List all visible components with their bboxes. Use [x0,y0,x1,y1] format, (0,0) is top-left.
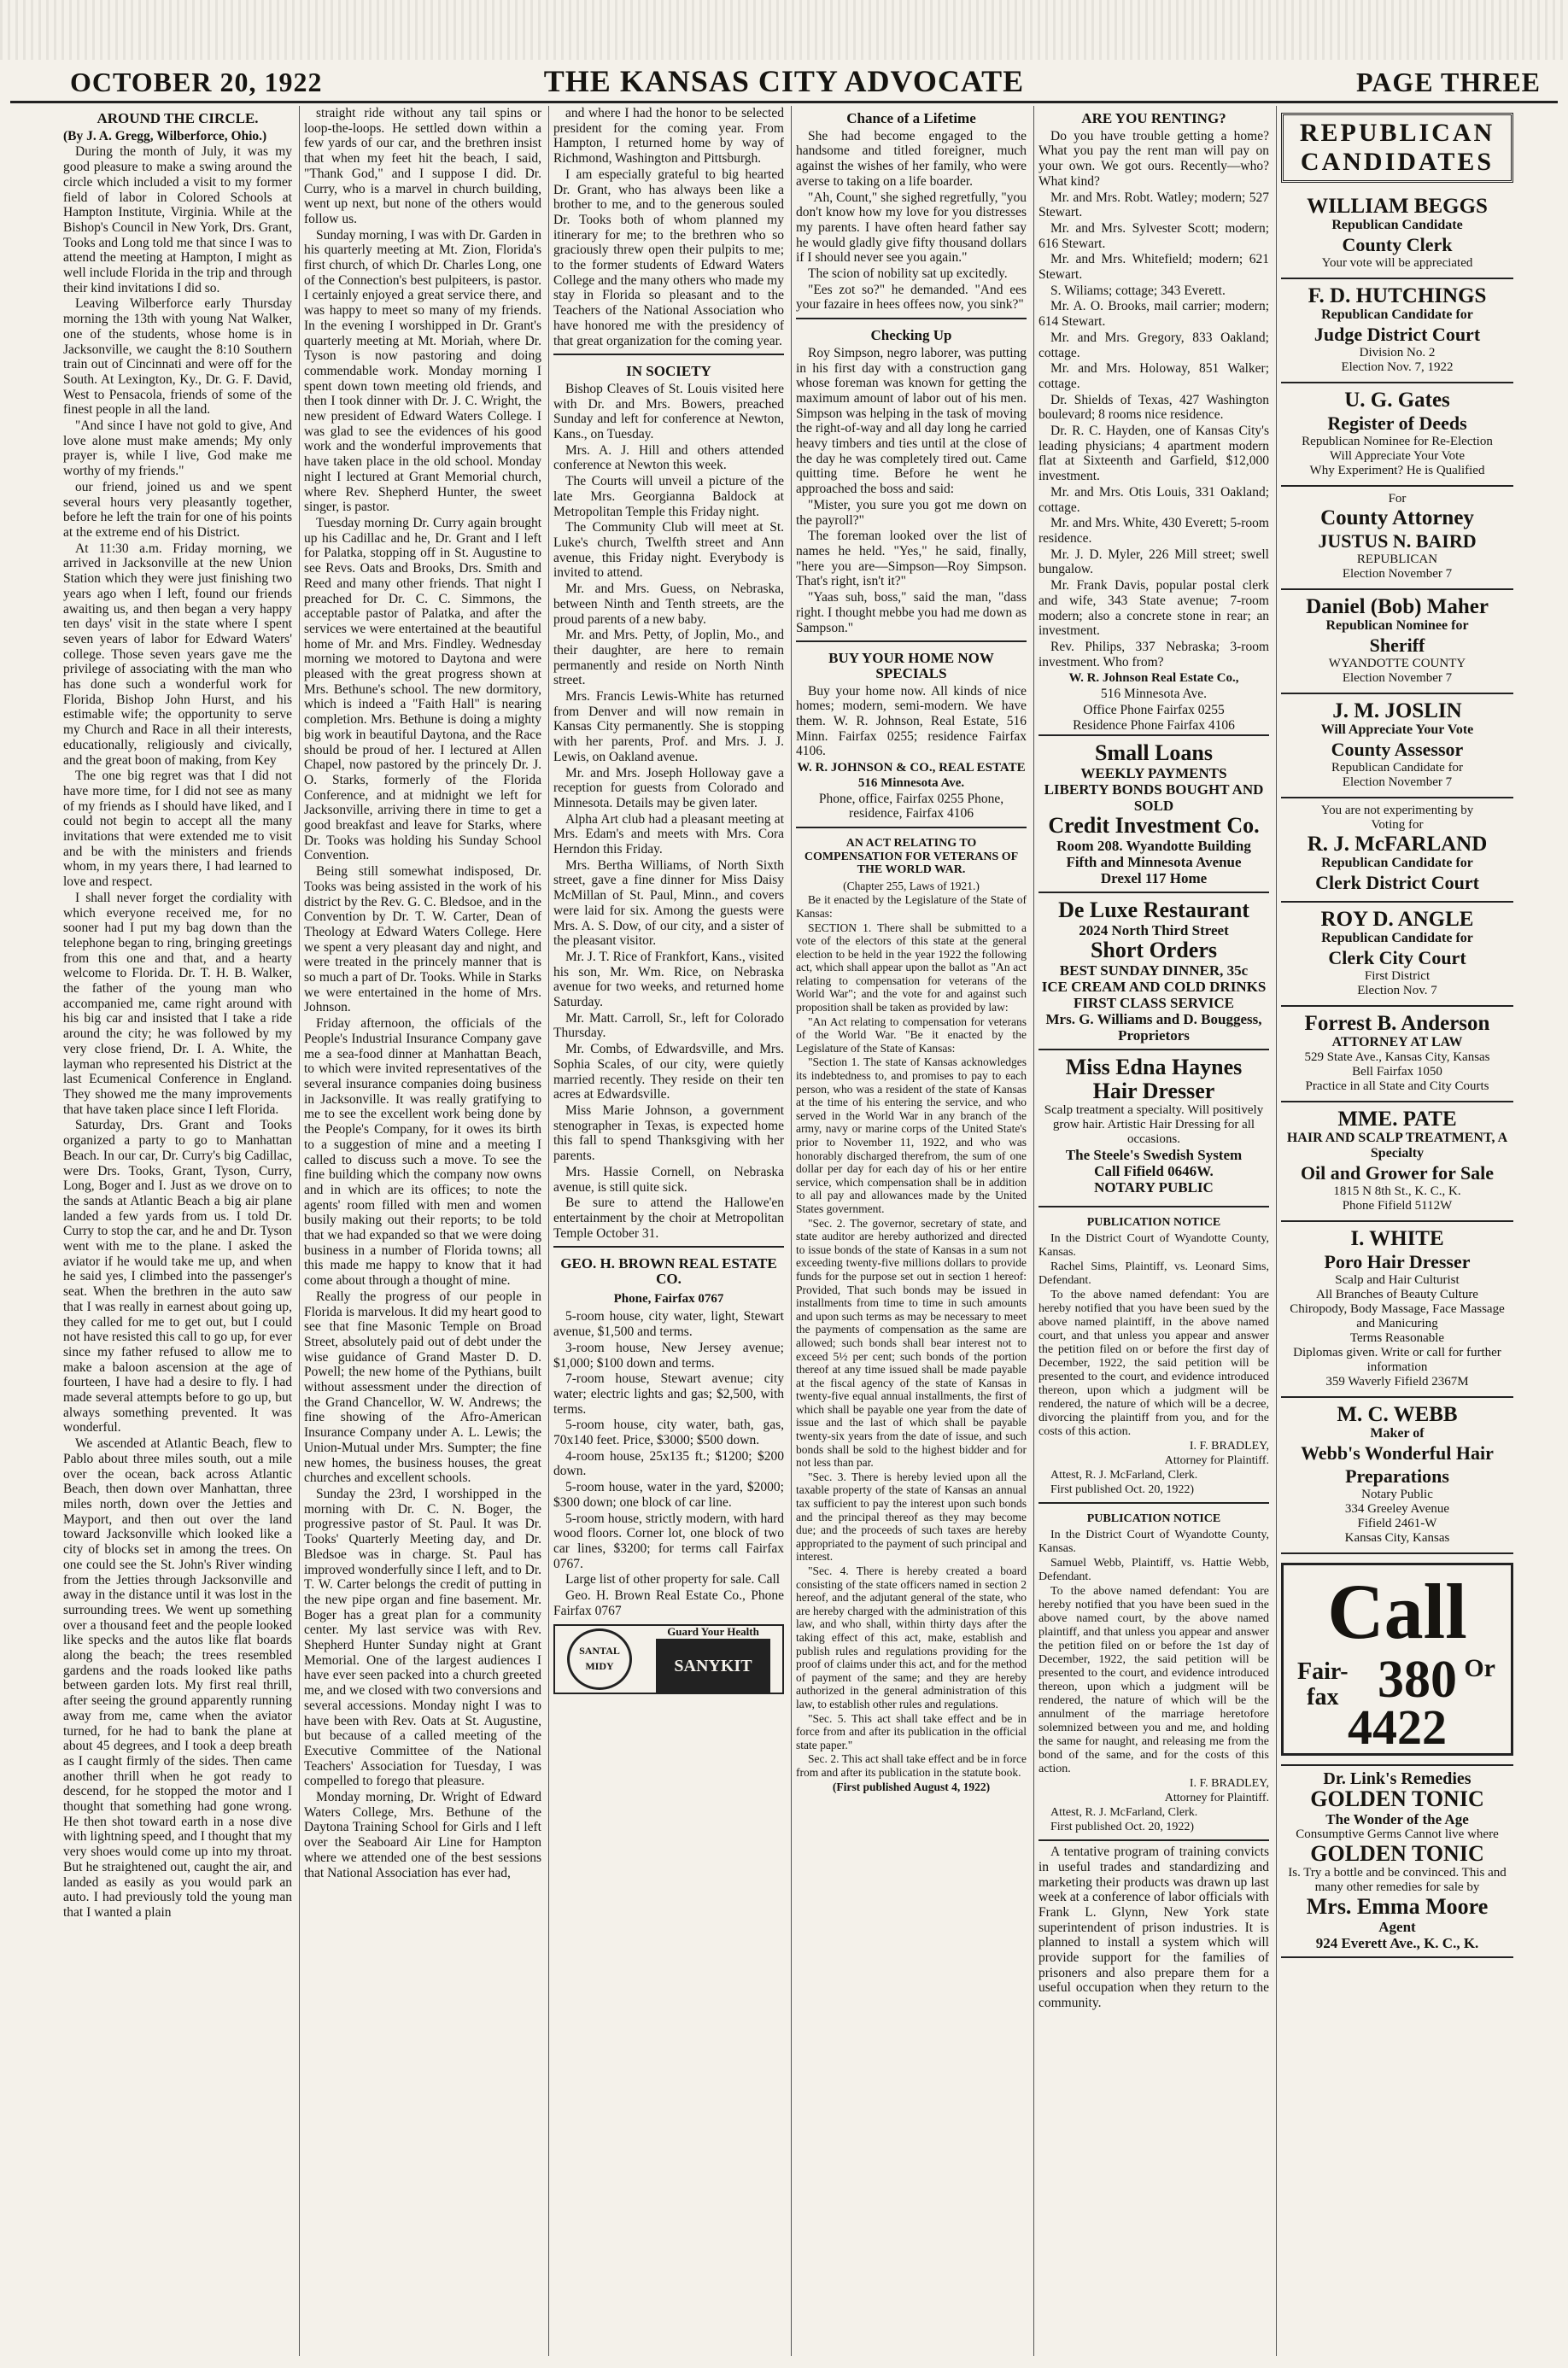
listing: 7-room house, Stewart avenue; city water; electric lights and gas; $2,500, with terms. [553,1371,784,1417]
brown-listings [553,1309,784,1618]
renter-entry: Mr. A. O. Brooks, mail carrier; modern; 614 Stewart. [1039,299,1269,330]
society-item: Mrs. A. J. Hill and others attended conference at Newton this week. [553,442,784,473]
society-item: Mr. and Mrs. Petty, of Joplin, Mo., and their daughter, are here to remain permanently and reside on North Ninth street. [553,628,784,688]
renting-list [1039,190,1269,670]
notice-paragraph: To the above named defendant: You are hereby notified that you have been sued in the above named court, by the above named plaintiff, and that unless you appear and answer the petition filed on or before the 1st day of December, 1922, the said petition will be presented to the court, and evidence introduced thereon, upon which a judgment will be rendered, the nature of which will be the annulment of the marriage heretofore solemnized between you and me, and holding the same for naught, and releasing me from the bond of the same, and for the costs of this action. [1039,1585,1269,1776]
renting-address: 516 Minnesota Ave. [1100,687,1208,702]
buy-home-title: BUY YOUR HOME NOW SPECIALS [828,650,994,681]
column-rule [791,106,792,2356]
publication-notice-1: PUBLICATION NOTICE In the District Court of Wyandotte County, Kansas. Rachel Sims, Plaintiff, vs. Leonard Sims, Defendant. To the above named defendant: You are hereby notified that you have been sued by the above named plaintiff, in the above named court, and that unless you appear and answer the petition filed on or before the first day of December, 1922, the said petition will be presented to the court, and evidence introduced thereon, upon which a judgment will be rendered, the nature of which will be a decree, divorcing the plaintiff from you, and for the costs of this action. I. F. BRADLEY, Attorney for Plaintiff. Attest, R. J. McFarland, Clerk. First published Oct. 20, 1922) [1039,1206,1269,1497]
buy-home-phones: Phone, office, Fairfax 0255 Phone, residence, Fairfax 4106 [818,791,1004,821]
candidate-ad: You are not experimenting by Voting for R. J. McFARLAND Republican Candidate for Clerk District Court [1281,798,1513,903]
society-item: Be sure to attend the Hallowe'en entertainment by the choir at Metropolitan Temple October 31. [553,1196,784,1241]
renter-entry: Mr. and Mrs. Sylvester Scott; modern; 616 Stewart. [1039,220,1269,251]
renter-entry: Mr. and Mrs. Gregory, 833 Oakland; cottage. [1039,330,1269,360]
act-published: (First published August 4, 1922) [832,1780,991,1793]
society-item: Mr. J. T. Rice of Frankfort, Kans., visited his son, Mr. Wm. Rice, on Nebraska avenue for two weeks, and returned home Saturday. [553,949,784,1010]
article-body-continued [304,106,541,1880]
small-loans-ad: Small Loans WEEKLY PAYMENTS LIBERTY BONDS BOUGHT AND SOLD Credit Investment Co. Room 208. Wyandotte Building Fifth and Minnesota Avenue Drexel 117 Home [1039,734,1269,892]
candidate-ad: ROY D. ANGLE Republican Candidate for Clerk City Court First District Election Nov. 7 [1281,903,1513,1007]
listing: 4-room house, 25x135 ft.; $1200; $200 down. [553,1448,784,1479]
candidate-ad: For County Attorney JUSTUS N. BAIRD REPUBLICAN Election November 7 [1281,487,1513,590]
paper-title: THE KANSAS CITY ADVOCATE [543,64,1025,98]
society-item: Mr. and Mrs. Guess, on Nebraska, between Ninth and Tenth streets, are the proud parents of a new baby. [553,582,784,627]
paragraph: Saturday, Drs. Grant and Tooks organized a party to go to Manhattan Beach. In our car, Dr. Curry's big Cadillac, were Drs. Tooks, Grant, Tyson, Curry, Long, Boger and I. Just as we drove on to the sands at Atlantic Beach a big air plane landed a few yards from us. I told Dr. Curry to stop the car, and he and Dr. Tyson went with me to the plane. I asked the aviator if he would take me up, and when he said yes, I climbed into the passenger's seat. When the brethren in the auto saw that I was really in earnest about going up, they called for me to get out, but I could not have resisted this call to go up, for ever since my father refused to allow me to make a baloon ascension at the age of fourteen, I have had a desire to fly. I had made several attempts before to go up, but always something prevented. It was wonderful. [63,1118,292,1435]
column-2 [304,106,541,2356]
paragraph: Leaving Wilberforce early Thursday morning the 13th with young Nat Walker, one of the students, whose home is in Jacksonville, we caught the 8:10 Southern train out of Cincinnati and were off for the South. At Lexington, Ky., Dr. G. F. David, West to Pensacola, friends of some of the finest people in all the land. [63,296,292,418]
checking-section [796,318,1027,635]
renter-entry: Mr. and Mrs. Robt. Watley; modern; 527 Stewart. [1039,190,1269,220]
buy-home-address: 516 Minnesota Ave. [857,775,965,790]
chance-title: Chance of a Lifetime [846,110,976,126]
checking-title: Checking Up [870,327,952,344]
chance-story [796,129,1027,313]
society-section [553,354,784,1241]
sanykit-block: Guard Your Health SANYKIT [656,1624,770,1694]
candidate-ads [1281,190,1513,1554]
paragraph: We ascended at Atlantic Beach, flew to Pablo about three miles south, out a mile over the ocean, back across Atlantic Beach, then down over Manhattan, three miles north, down over the Jetties and Mayport, and then out over the land toward Jacksonville which looked like a city of blocks set in among the trees. On one could see the St. John's River winding from the Jetties through Jacksonville and away in the distance until it was lost in the surrounding trees. We went up something over a thousand feet and the people looked like specks and the autos like flat boards along the beach; the trees resembled gardens and the roads looked like paths between garden lots. My first real thrill, after seeing the ground apparently running away from me, came when the aviator turned, for he had to bank the plane at about 45 degrees, and I took a deep breath as I caught firmly of the sides. Then came another thrill when he got ready to descend, for he stopped the motor and I thought that something had gone wrong. He then shot toward earth in a nose dive with lightning speed, and I thought that my very shoes would come up into my throat. But he straightened out, caught the air, and landed as easily as you would park an auto. I had previously told the young man that I wanted a plain [63,1436,292,1920]
renter-entry: Dr. Shields of Texas, 427 Washington boulevard; 8 rooms nice residence. [1039,392,1269,423]
edna-haynes-ad: Miss Edna Haynes Hair Dresser Scalp treatment a specialty. Will positively grow hair. Artistic Hair Dressing for all occasions. The Steele's Swedish System Call Fifield 0646W. NOTARY PUBLIC [1039,1049,1269,1201]
paragraph: During the month of July, it was my good pleasure to make a swing around the circle which included a visit to my former field of labor in Colored Schools at Hampton Institute, Virginia. While at the Bishop's Council in New York, Drs. Grant, Tooks and Long told me that since I was to attend the meeting at Hampton, I might as well include Florida in the trip and through their kind invitations I did so. [63,144,292,295]
renter-entry: Mr. and Mrs. Whitefield; modern; 621 Stewart. [1039,252,1269,283]
paragraph: Sunday morning, I was with Dr. Garden in his quarterly meeting at Mt. Zion, Florida's first church, of which Dr. Charles Long, one of the Connection's best pulpiteers, is pastor. I certainly enjoyed a great service there, and was happy to meet so many of my friends. In the evening I worshipped in Dr. Grant's quarterly meeting at Mt. Moriah, where Dr. Tyson is now pastoring and doing commendable work. Monday morning I spent down town meeting old friends, and then I took dinner with Dr. J. C. Wright, the new president of Edward Waters College. I was glad to see the evidences of his good work and the wonderful improvements that have taken place in the old school. Monday night I lectured at Grant Memorial church, where Rev. Shepherd Hunter, the sweet singer, is pastor. [304,227,541,515]
issue-date: OCTOBER 20, 1922 [70,67,323,97]
renting-residence-phone: Residence Phone Fairfax 4106 [1073,718,1235,734]
sanykit-logo: SANYKIT [656,1639,770,1693]
society-item: Mrs. Francis Lewis-White has returned from Denver and will now remain in Kansas City permanently. She is stopping with her parents, Prof. and Mrs. J. J. Lewis, on Oakland avenue. [553,689,784,764]
act-title: AN ACT RELATING TO COMPENSATION FOR VETERANS OF THE WORLD WAR. [804,836,1019,877]
act-chapter: (Chapter 255, Laws of 1921.) [843,879,980,892]
renting-title: ARE YOU RENTING? [1081,110,1226,126]
paragraph: At 11:30 a.m. Friday morning, we arrived in Jacksonville at the new Union Station which they were just finishing two years ago when I left, found our friends awaiting us, and then began a very happy ten days' visit in the state where I spent seven years of labor for Edward Waters' college. Those seven years gave me the privilege of associating with the man who has done such a wonderful work for Florida, Bishop John Hurst, and his estimable wife; the opportunity to serve my Church and Race in all their interests, educationally, religiously and civically, and the great boon of making, from Key [63,541,292,768]
buy-home-text [796,684,1027,760]
society-items [553,382,784,1241]
veterans-act [796,827,1027,1793]
column-5 [1039,106,1269,2356]
society-item: Alpha Art club had a pleasant meeting at Mrs. Edam's and meets with Mrs. Cora Herndon this Friday. [553,811,784,857]
publication-notice-2: PUBLICATION NOTICE In the District Court of Wyandotte County, Kansas. Samuel Webb, Plaintiff, vs. Hattie Webb, Defendant. To the above named defendant: You are hereby notified that you have been sued in the above named court, by the above named plaintiff, and that unless you appear and answer the petition filed on or before the 1st day of December, 1922, the said petition will be presented to the court, and evidence introduced thereon, upon which a judgment will be rendered, the nature of which will be the annulment of the marriage heretofore solemnized between you and me, and holding the same for naught, and releasing me from the bond of the same, and for the costs of this action. I. F. BRADLEY, Attorney for Plaintiff. Attest, R. J. McFarland, Clerk. First published Oct. 20, 1922) [1039,1502,1269,1834]
listing: 5-room house, strictly modern, with hard wood floors. Corner lot, one block of two car lines, $3200; for terms call Fairfax 0767. [553,1511,784,1571]
notice-paragraph: To the above named defendant: You are hereby notified that you have been sued by the above named plaintiff, in the above named court, and that unless you appear and answer the petition filed on or before the first day of December, 1922, the said petition will be presented to the court, and evidence introduced thereon, upon which a judgment will be rendered, the nature of which will be a decree, divorcing the plaintiff from you, and for the costs of this action. [1039,1289,1269,1439]
act-section: Sec. 2. This act shall take effect and be in force from and after its publication in the statute book. [796,1752,1027,1779]
renter-entry: Mr. and Mrs. Holoway, 851 Walker; cottage. [1039,361,1269,391]
article-byline: (By J. A. Gregg, Wilberforce, Ohio.) [63,128,267,143]
paragraph: "Mister, you sure you got me down on the payroll?" [796,497,1027,528]
paragraph: our friend, joined us and we spent several hours very pleasantly together, before he left the train for one of his points at the extreme end of his District. [63,479,292,540]
society-item: Mrs. Hassie Cornell, on Nebraska avenue, is still quite sick. [553,1164,784,1195]
deluxe-restaurant-ad: De Luxe Restaurant 2024 North Third Street Short Orders BEST SUNDAY DINNER, 35c ICE CREAM AND COLD DRINKS FIRST CLASS SERVICE Mrs. G. Williams and D. Bouggess, Proprietors [1039,892,1269,1049]
page-number: PAGE THREE [1356,67,1541,97]
act-section: "Sec. 5. This act shall take effect and be in force from and after its publication in the official state paper." [796,1711,1027,1751]
paragraph: Roy Simpson, negro laborer, was putting in his first day with a construction gang whose foreman was known for getting the maximum amount of labor out of his men. Simpson was helping in the task of moving the right-of-way and all day long he carried heavy timbers and ties until at the close of the day he was completely tired out. Came quitting time. Before he went he approached the boss and said: [796,345,1027,497]
notice-paragraph: Samuel Webb, Plaintiff, vs. Hattie Webb, Defendant. [1039,1557,1269,1584]
act-section: "Sec. 4. There is hereby created a board consisting of the state officers named in section 2 hereof, and the adjutant general of the state, who are hereby charged with the administration of this law, and who shall, within thirty days after the taking effect of this act, make, establish and publish rules and regulations providing for the proof of claims under this act, and for the method of payment of the same; and they are hereby authorized in the general administration of this law, to establish other rules and regulations. [796,1564,1027,1710]
paragraph: The foreman looked over the list of names he held. "Yes," he said, finally, "here you are—Simpson—Roy Simpson. That's right, isn't it?" [796,529,1027,589]
paragraph: I am especially grateful to big hearted Dr. Grant, who has always been like a brother to me, and to the generous souled Dr. Tooks both of whom planned my itinerary for me; to the brethren who so graciously threw open their pulpits to me; to the former students of Edward Waters College and the many others who made my stay in Florida so pleasant and to the Teachers of the National Association who have honored me with the presidency of that great organization for the coming year. [553,167,784,348]
sanykit-ad [553,1624,784,1694]
listing: 5-room house, water in the yard, $2000; $300 down; one block of car line. [553,1480,784,1510]
column-rule [299,106,300,2356]
renter-entry: Mr. and Mrs. White, 430 Everett; 5-room residence. [1039,516,1269,546]
act-section: SECTION 1. There shall be submitted to a vote of the electors of this state at the general election to be held in the year 1922 the following act, which shall appear upon the ballot as "An act relating to compensation for veterans of the World War"; and the vote for and against such proposition shall be taken as provided by law: [796,921,1027,1014]
column-rule [1276,106,1277,2356]
candidate-ad: Forrest B. Anderson ATTORNEY AT LAW 529 State Ave., Kansas City, Kansas Bell Fairfax 1050 Practice in all State and City Courts [1281,1007,1513,1102]
paragraph: and where I had the honor to be selected president for the coming year. From Hampton, I returned home by way of Richmond, Washington and Pittsburgh. [553,106,784,167]
buy-home-ad [796,640,1027,821]
convict-training-item: A tentative program of training convicts in useful trades and standardizing and marketing their products was drawn up last week at a conference of labor officials with Frank L. Glynn, New York state superintendent of prison industries. It is planned to install a system which will provide support for the families of prisoners and also prepare them for a useful occupation when they return to the community. [1039,1839,1269,2011]
society-item: Mr. and Mrs. Joseph Holloway gave a reception for guests from Colorado and Minnesota. Details may be given later. [553,765,784,810]
society-item: Miss Marie Johnson, a government stenographer in Texas, is expected home this fall to spend Thanksgiving with her parents. [553,1103,784,1164]
column-rule [1033,106,1034,2356]
paragraph: "And since I have not gold to give, And love alone must make amends; My only prayer is, while I live, God make me worthy of my friends." [63,418,292,479]
column-rule [548,106,549,2356]
act-section: "Sec. 3. There is hereby levied upon all the taxable property of the state of Kansas an annual tax sufficient to pay the interest upon such bonds and the principal thereof as they may become due; and the proceeds of such taxes are hereby appropriated to the payment of such principal and interest. [796,1470,1027,1564]
candidate-ad: M. C. WEBB Maker of Webb's Wonderful Hair Preparations Notary Public 334 Greeley Avenue Fifield 2461-W Kansas City, Kansas [1281,1398,1513,1554]
renter-entry: Mr. Frank Davis, popular postal clerk and wife, 343 State avenue; 7-room modern; also a concrete stone in rear; an investment. [1039,578,1269,639]
society-item: Mr. Combs, of Edwardsville, and Mrs. Sophia Scales, of our city, were quietly married recently. They reside on their ten acres at Edwardsville. [553,1042,784,1102]
paragraph: Tuesday morning Dr. Curry again brought up his Cadillac and he, Dr. Grant and I left for Palatka, stopping off in St. Augustine to see Revs. Oats and Brooks, Drs. Smith and Reed and many other friends. That night I preached for Dr. C. C. Simmons, the acceptable pastor of Palatka, and after the services we were entertained at the beautiful home of Mr. and Mrs. Findley. Wednesday morning we motored to Daytona and were pleased with the great progress shown at Mrs. Bethune's school. The new dormitory, which is indeed a "Faith Hall" is nearing completion. Mrs. Bethune is doing a mighty big work in beautiful Daytona, and the Race should be proud of her. I lectured at Allen Chapel, now pastored by the princely Dr. J. O. Starks, formerly of the Florida Conference, and at midnight we left for Jacksonville, arriving there in time to get a good breakfast and leave for Starks, where Dr. Tooks was holding his Sunday School Convention. [304,515,541,863]
paragraph: She had become engaged to the handsome and titled foreigner, much against the wishes of her family, who were averse to taking on a life boarder. [796,128,1027,189]
renting-intro: Do you have trouble getting a home? What you pay the rent man will pay on your own. We got ours. Recently—who? What kind? [1039,128,1269,189]
renter-entry: Mr. and Mrs. Otis Louis, 331 Oakland; cottage. [1039,484,1269,515]
listing: Geo. H. Brown Real Estate Co., Phone Fairfax 0767 [553,1588,784,1618]
notice-paragraph: Rachel Sims, Plaintiff, vs. Leonard Sims, Defendant. [1039,1260,1269,1288]
paragraph: "Ees zot so?" he demanded. "And ees your fazaire in hees offees now, you sink?" [796,282,1027,313]
santal-seal-logo: SANTAL MIDY [567,1628,632,1690]
paragraph: "Ah, Count," she sighed regretfully, "you don't know how my love for you distresses my parents. I have often heard father say he would gladly give fifty thousand dollars if I should never see you again." [796,190,1027,266]
golden-tonic-ad: Dr. Link's Remedies GOLDEN TONIC The Wonder of the Age Consumptive Germs Cannot live where GOLDEN TONIC Is. Try a bottle and be convinced. This and many other remedies for sale by Mrs. Emma Moore Agent 924 Everett Ave., K. C., K. [1281,1764,1513,1958]
column-6 [1281,106,1513,2356]
paragraph: I shall never forget the cordiality with which everyone received me, for no sooner had I put my bag down than the telephone began to ring, bringing greetings from this one and that, and a hearty welcome to Florida. Dr. T. H. B. Walker, the father of the young man who accompanied me, came right around with his big car and insisted that I take a ride around the city; he was followed by my very close friend, Dr. I. A. White, the layman who represented his District at the last Ecumenical Conference in England. They showed me the many improvements that have taken place since I left Florida. [63,890,292,1117]
masthead [10,61,1558,103]
listing: Large list of other property for sale. Call [565,1572,781,1587]
act-section: "Sec. 2. The governor, secretary of state, and state auditor are hereby authorized and directed to issue bonds of the state of Kansas in a sum not exceeding twenty-five millions dollars to provide funds for the purpose set out in section 1 hereof: Provided, That such bonds may be issued in installments from time to time in such amounts and upon such terms as may be necessary to meet the payments of compensation as the same are allowed; such bonds shall bear interest not to exceed 5½ per cent; such bonds of the portion thereof at any time issued shall be made payable at the fiscal agency of the state of Kansas in twenty-five equal annual installments, the first of which shall be payable one year from the date of issue and the last of which shall be payable twenty-six years from the date of issue, and such bonds shall be sold to the highest bidder and for not less than par. [796,1216,1027,1470]
candidate-ad: U. G. Gates Register of Deeds Republican Nominee for Re-Election Will Appreciate Your Vote Why Experiment? He is Qualified [1281,383,1513,487]
article-title: AROUND THE CIRCLE. [97,110,259,126]
society-item: The Community Club will meet at St. Luke's church, Twelfth street and Ann avenue, this Friday night. Everybody is invited to attend. [553,520,784,581]
renter-entry: Dr. R. C. Hayden, one of Kansas City's leading physicians; 4 apartment modern flat at Sixteenth and Garfield, $12,000 investment. [1039,424,1269,484]
checking-story [796,346,1027,635]
paragraph: straight ride without any tail spins or loop-the-loops. He settled down within a few yards of our car, and the brethren insist that when my feet hit the beach, I said, "Thank God," and I suppose I did. Dr. Curry, who is a marvel in church building, went up next, but none of the others would follow us. [304,106,541,226]
candidate-ad: WILLIAM BEGGS Republican Candidate County Clerk Your vote will be appreciated [1281,190,1513,279]
paragraph: Sunday the 23rd, I worshipped in the morning with Dr. C. N. Boger, the progressive pastor of St. Paul. It was Dr. Tooks' Quarterly Meeting day, and Dr. Bledsoe was in charge. St. Paul has improved wonderfully since I left, and to Dr. T. W. Carter belongs the credit of putting in the new pipe organ and fine basement. Mr. Boger has a great plan for a community center. My last service was with Rev. Shepherd Hunter Sunday night at Grant Memorial. One of the largest audiences I have ever seen packed into a church greeted me, and we closed with two conversions and several accessions. Monday night I was to have been with Rev. Oats at St. Augustine, but because of a called meeting of the Executive Committee of the National Teachers' Association for Tuesday, I was compelled to forego that pleasure. [304,1486,541,1789]
act-section: Be it enacted by the Legislature of the State of Kansas: [796,893,1027,920]
renter-entry: S. Wiliams; cottage; 343 Everett. [1050,283,1226,298]
listing: 3-room house, New Jersey avenue; $1,000; $100 down and terms. [553,1340,784,1371]
paragraph: Buy your home now. All kinds of nice homes; modern, semi-modern. We have them. W. R. Johnson, Real Estate, 516 Minn. Fairfax 0255; residence Fairfax 4106. [796,683,1027,759]
article-body [63,144,292,1920]
column-3 [553,106,784,2356]
paragraph: Friday afternoon, the officials of the People's Industrial Insurance Company gave me a sea-food dinner at Manhattan Beach, to which were invited representatives of the several insurance companies doing business in Jacksonville. It was really gratifying to me to see the excellent work being done by the People's Company, for it owes its birth to a suggestion of mine and a meeting I called to discuss such a move. To see the fine building which the company now owns and in which are its offices; to note the agents' room filled with men and women busily making out their reports; to be told that we had expanded so that we were doing business in a number of Florida towns; all this made me happy to know that it had come about through a thought of mine. [304,1016,541,1289]
candidate-ad: Daniel (Bob) Maher Republican Nominee for Sheriff WYANDOTTE COUNTY Election November 7 [1281,590,1513,694]
buy-home-company: W. R. JOHNSON & CO., REAL ESTATE [797,761,1026,775]
paragraph: Being still somewhat indisposed, Dr. Tooks was being assisted in the work of his district by the Rev. G. C. Bledsoe, and in the Convention by Dr. T. W. Carter, Dean of Theology at Edward Waters College. Here we spent a very pleasant day and night, and were treated in the princely manner that is so much a part of Dr. Tooks. While in Starks we were entertained in the home of Mrs. Johnson. [304,864,541,1015]
act-text [796,893,1027,1779]
brown-title: GEO. H. BROWN REAL ESTATE CO. [560,1255,777,1288]
paragraph: Monday morning, Dr. Wright of Edward Waters College, Mrs. Bethune of the Daytona Training School for Girls and I left over the Seaboard Air Line for Hampton where we attended one of the best sessions that National Association has ever had, [304,1790,541,1880]
society-item: Bishop Cleaves of St. Louis visited here with Dr. and Mrs. Bowers, preached Sunday and left for conference at Newton, Kans., on Tuesday. [553,381,784,442]
listing: 5-room house, city water, bath, gas, 70x140 feet. Price, $3000; $500 down. [553,1418,784,1448]
notice-paragraph: In the District Court of Wyandotte County, Kansas. [1039,1232,1269,1260]
candidate-ad: MME. PATE HAIR AND SCALP TREATMENT, A Specialty Oil and Grower for Sale 1815 N 8th St., K. C., K. Phone Fifield 5112W [1281,1102,1513,1222]
page-top-texture [0,0,1568,60]
brown-phone: Phone, Fairfax 0767 [613,1291,724,1306]
column-1 [63,106,292,2356]
renter-entry: Rev. Philips, 337 Nebraska; 3-room investment. Who from? [1039,639,1269,669]
column-4 [796,106,1027,2356]
candidate-ad: F. D. HUTCHINGS Republican Candidate for Judge District Court Division No. 2 Election Nov. 7, 1922 [1281,279,1513,383]
article-body-end [553,106,784,348]
candidate-ad: I. WHITE Poro Hair Dresser Scalp and Hair Culturist All Branches of Beauty Culture Chiropody, Body Massage, Face Massage and Manicuring Terms Reasonable Diplomas given. Write or call for further information 359 Waverly Fifield 2367M [1281,1222,1513,1398]
listing: 5-room house, city water, light, Stewart avenue, $1,500 and terms. [553,1309,784,1340]
paragraph: "Yaas suh, boss," said the man, "dass right. I thought mebbe you had me down as Sampson." [796,590,1027,635]
paragraph: The scion of nobility sat up excitedly. [808,266,1008,282]
candidate-ad: J. M. JOSLIN Will Appreciate Your Vote County Assessor Republican Candidate for Election November 7 [1281,694,1513,798]
society-item: The Courts will unveil a picture of the late Mrs. Georgianna Baldock at Metropolitan Temple this Friday night. [553,474,784,519]
renting-company: W. R. Johnson Real Estate Co., [1068,671,1239,686]
act-section: "An Act relating to compensation for veterans of the World War. "Be it enacted by the Legislature of the State of Kansas: [796,1014,1027,1055]
society-title: IN SOCIETY [626,363,711,380]
paragraph: Really the progress of our people in Florida is marvelous. It did my heart good to see that fine Masonic Temple on Broad Street, absolutely paid out of debt under the wise guidance of Grand Master D. D. Powell; the new home of the Pythians, built without assessment under the direction of the Grand Chancellor, W. W. Andrews; the fine showing of the Afro-American Insurance Company under A. L. Lewis; the Union-Mutual under Mrs. Sumpter; the fine new homes, the business houses, the great churches and excellent schools. [304,1289,541,1486]
renting-office-phone: Office Phone Fairfax 0255 [1083,702,1225,717]
call-fairfax-ad: Call Fair- fax 380 Or 4422 [1281,1563,1513,1756]
paragraph: The one big regret was that I did not have more time, for I did not see as many of my friends as I should have liked, and I could not begin to accept all the many invitations that were extended me to visit and be with the ministers and friends whom, in my years there, I had learned to love and respect. [63,769,292,890]
society-item: Mr. Matt. Carroll, Sr., left for Colorado Thursday. [553,1010,784,1041]
brown-real-estate-ad [553,1246,784,1618]
notice-paragraph: In the District Court of Wyandotte County, Kansas. [1039,1529,1269,1556]
society-item: Mrs. Bertha Williams, of North Sixth street, gave a fine dinner for Miss Daisy McMillan of St. Paul, Minn., and covers were laid for six. Among the guests were Mrs. A. S. Dow, of our city, and a sister of the pleasant visitor. [553,857,784,949]
renter-entry: Mr. J. D. Myler, 226 Mill street; swell bungalow. [1039,547,1269,577]
act-section: "Section 1. The state of Kansas acknowledges its indebtedness to, and promises to pay to each person, who was a resident of the state of Kansas at the time of his entering the service, and who served in the World War in any branch of the army, navy or marine corps of the United State's prior to November 11, 1922, and who was honorably discharged therefrom, the sum of one dollar per day for each day of his or her entire service, which compensation shall be in addition to all pay and allowances made by the United States government. [796,1055,1027,1215]
republican-candidates-header: REPUBLICAN CANDIDATES [1281,113,1513,183]
